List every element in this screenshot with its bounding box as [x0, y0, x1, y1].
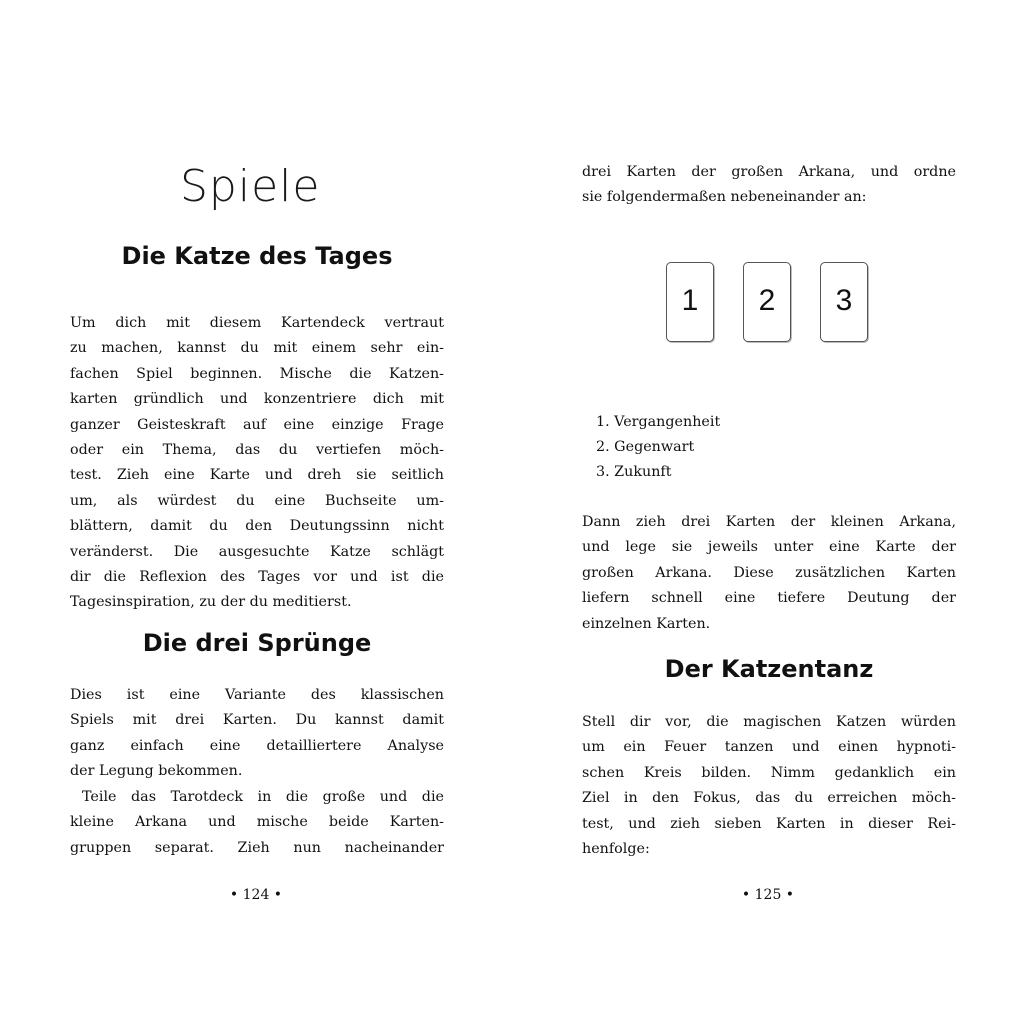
- right-page: [512, 0, 1024, 1024]
- card-layout: [512, 0, 1024, 400]
- text-line: drei Karten der großen Arkana, und ordne: [582, 164, 956, 180]
- section-title-katze-des-tages: Die Katze des Tages: [121, 242, 393, 270]
- card-number: 1: [681, 284, 699, 317]
- text-line: oder ein Thema, das du vertiefen möch-: [70, 441, 444, 458]
- paragraph-katzentanz: [582, 710, 956, 862]
- card-number: 2: [758, 284, 776, 317]
- tarot-card-2: [743, 262, 791, 342]
- list-item: 2. Gegenwart: [596, 439, 695, 455]
- text-line: und lege sie jeweils unter eine Karte der: [582, 539, 956, 556]
- text-line: Stell dir vor, die magischen Katzen würden: [582, 714, 956, 730]
- paragraph-drei-spruenge-1: [70, 683, 444, 785]
- text-line: einzelnen Karten.: [582, 615, 711, 632]
- list-item: 1. Vergangenheit: [596, 414, 721, 430]
- text-line: großen Arkana. Diese zusätzlichen Karten: [582, 564, 956, 581]
- chapter-title: Spiele: [180, 161, 321, 212]
- text-line: um ein Feuer tanzen und einen hypnoti-: [582, 739, 956, 756]
- numbered-list: [596, 410, 720, 485]
- text-line: dir die Reflexion des Tages vor und ist die: [70, 568, 444, 585]
- section-title-katzentanz: Der Katzentanz: [664, 655, 874, 683]
- text-line: karten gründlich und konzentriere dich mit: [70, 391, 444, 408]
- text-line: Ziel in den Fokus, das du erreichen möch-: [582, 790, 956, 807]
- text-line: test, und zieh sieben Karten in dieser Rei-: [582, 815, 956, 832]
- paragraph-katze-des-tages: [70, 311, 444, 616]
- list-item: 3. Zukunft: [596, 464, 672, 480]
- text-line: schen Kreis bilden. Nimm gedanklich ein: [582, 764, 956, 781]
- text-line: blättern, damit du den Deutungssinn nicht: [70, 518, 444, 535]
- text-line: henfolge:: [582, 840, 650, 857]
- text-line: ganz einfach eine detailliertere Analyse: [70, 737, 444, 754]
- page-number: • 125 •: [741, 887, 795, 903]
- text-line: kleine Arkana und mische beide Karten-: [70, 814, 444, 831]
- text-line: gruppen separat. Zieh nun nacheinander: [70, 839, 444, 856]
- text-line: Spiels mit drei Karten. Du kannst damit: [70, 712, 444, 729]
- tarot-card-3: [820, 262, 868, 342]
- text-line: zu machen, kannst du mit einem sehr ein-: [70, 340, 444, 357]
- text-line: Um dich mit diesem Kartendeck vertraut: [70, 315, 444, 331]
- text-line: der Legung bekommen.: [70, 763, 243, 780]
- text-line: liefern schnell eine tiefere Deutung der: [582, 590, 956, 607]
- section-title-drei-spruenge: Die drei Sprünge: [142, 629, 372, 657]
- text-line: test. Zieh eine Karte und dreh sie seitlich: [70, 467, 444, 484]
- text-line: Teile das Tarotdeck in die große und die: [82, 789, 444, 805]
- text-line: fachen Spiel beginnen. Mische die Katzen-: [70, 365, 444, 382]
- text-line: um, als würdest du eine Buchseite um-: [70, 492, 444, 509]
- card-number: 3: [835, 284, 853, 317]
- text-line: sie folgendermaßen nebeneinander an:: [582, 189, 867, 206]
- paragraph-after-list: [582, 510, 956, 637]
- text-line: ganzer Geisteskraft auf eine einzige Frage: [70, 416, 444, 433]
- tarot-card-1: [666, 262, 714, 342]
- page-number: • 124 •: [229, 887, 283, 903]
- text-line: Dann zieh drei Karten der kleinen Arkana,: [582, 514, 956, 530]
- text-line: Tagesinspiration, zu der du meditierst.: [70, 594, 352, 611]
- paragraph-drei-spruenge-2: [70, 785, 444, 861]
- text-line: veränderst. Die ausgesuchte Katze schlägt: [70, 543, 444, 560]
- text-line: Dies ist eine Variante des klassischen: [70, 687, 444, 703]
